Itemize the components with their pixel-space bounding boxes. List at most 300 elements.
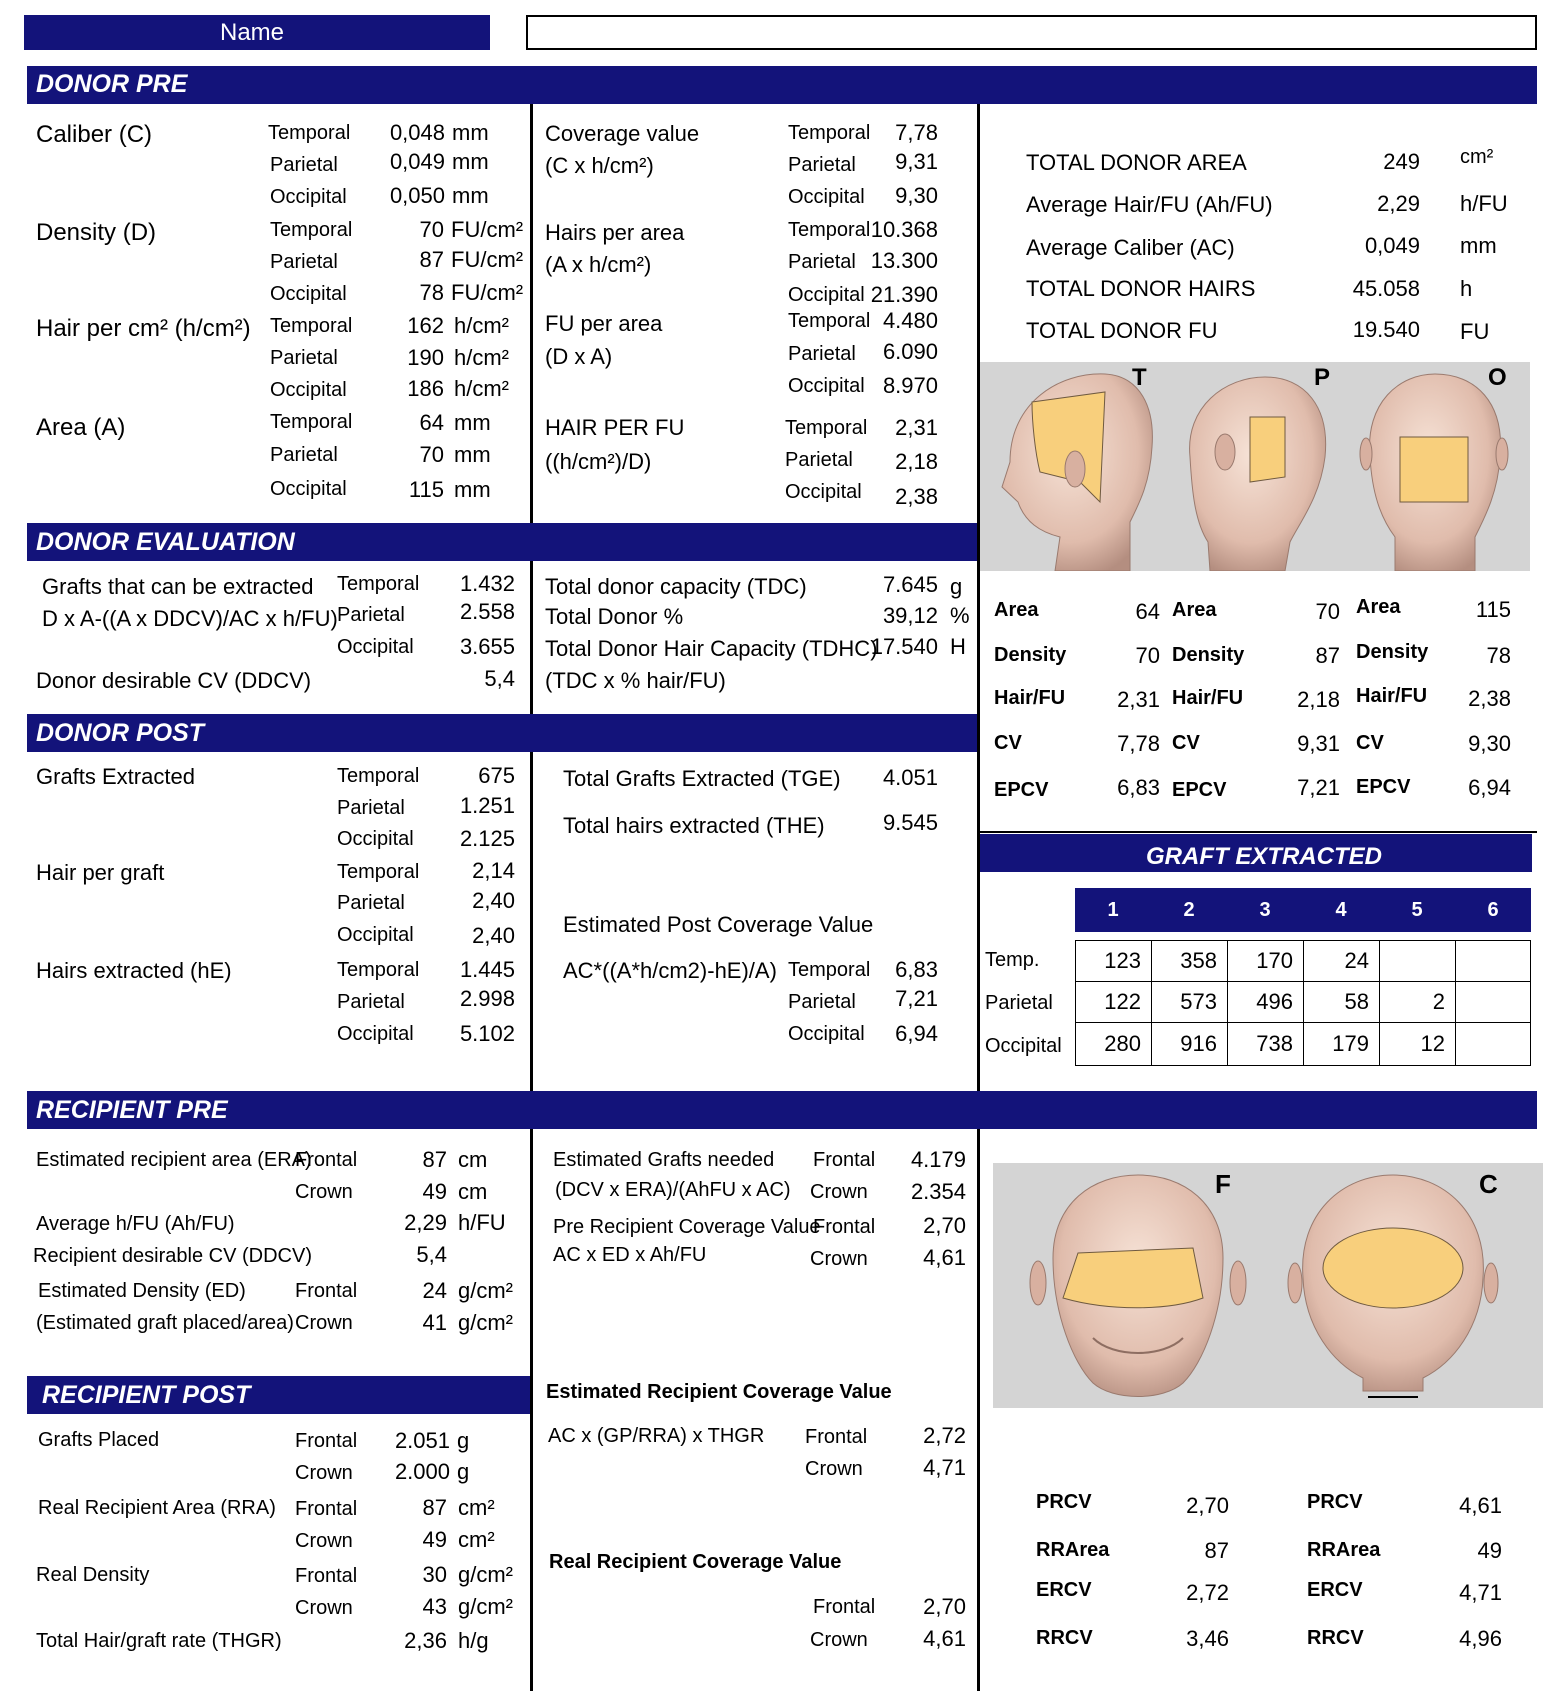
era-label: Estimated recipient area (ERA): [36, 1149, 312, 1171]
thgr-value: 2,36: [404, 1628, 447, 1653]
hpg-value-temporal: 2,14: [472, 858, 515, 883]
caliber-zone-parietal: Parietal: [270, 154, 338, 176]
the-label: Total hairs extracted (THE): [563, 813, 825, 838]
post-grafts-zone-temporal: Temporal: [337, 765, 420, 787]
zone3-value: 9,30: [1468, 731, 1511, 756]
rra-zone-frontal: Frontal: [295, 1498, 358, 1520]
rd-zone-frontal: Frontal: [295, 1565, 358, 1587]
hair-per-fu-label: HAIR PER FU: [545, 415, 685, 440]
rstat2-value: 4,96: [1459, 1626, 1502, 1651]
graft-cell: 573: [1151, 981, 1228, 1023]
density-unit: FU/cm²: [451, 280, 524, 305]
head-letter-f: F: [1215, 1169, 1231, 1199]
epcv-zone-occipital: Occipital: [788, 1023, 865, 1045]
graft-cell: 58: [1303, 981, 1380, 1023]
era-unit: cm: [458, 1147, 488, 1172]
column-divider-2b: [977, 1129, 980, 1691]
ed-label: Estimated Density (ED): [38, 1280, 246, 1302]
rstat2-label: PRCV: [1307, 1491, 1363, 1513]
the-value: 9.545: [882, 810, 938, 835]
ahfu-unit: h/FU: [458, 1210, 506, 1235]
ddcv-value: 5,4: [484, 666, 515, 691]
ercv-title: Estimated Recipient Coverage Value: [546, 1381, 892, 1403]
total-donor-pct-unit: %: [950, 603, 970, 628]
fu-area-zone-temporal: Temporal: [788, 310, 871, 332]
rd-value-crown: 43: [422, 1594, 447, 1619]
gp-zone-crown: Crown: [295, 1462, 353, 1484]
donor-heads-image: [980, 362, 1530, 571]
graft-col-header: 6: [1455, 888, 1531, 932]
he-zone-occipital: Occipital: [337, 1023, 414, 1045]
recipient-heads-image: [993, 1163, 1543, 1408]
zone2-value: 70: [1315, 599, 1340, 624]
ed-value-crown: 41: [422, 1310, 447, 1335]
coverage-value-parietal: 9,31: [895, 149, 938, 174]
hair-value-parietal: 190: [407, 345, 444, 370]
rdcv-label: Recipient desirable CV (DDCV): [33, 1245, 312, 1267]
total-donor-fu-value: 19.540: [1352, 317, 1420, 342]
hair-fu-zone-parietal: Parietal: [785, 449, 853, 471]
temporal-head-icon: [1002, 374, 1152, 571]
rrcv-value-crown: 4,61: [923, 1626, 966, 1651]
caliber-value-occipital: 0,050: [389, 183, 445, 208]
caliber-zone-occipital: Occipital: [270, 186, 347, 208]
recipient-heads-illustration: [993, 1163, 1543, 1408]
head-letter-c: C: [1479, 1169, 1498, 1199]
rrcv-title: Real Recipient Coverage Value: [549, 1551, 842, 1573]
rd-unit: g/cm²: [458, 1562, 513, 1587]
area-zone-temporal: Temporal: [270, 411, 353, 433]
graft-col-header: 3: [1227, 888, 1303, 932]
head-letter-p: P: [1314, 364, 1331, 391]
prcv-zone-frontal: Frontal: [813, 1216, 876, 1238]
fu-area-value-temporal: 4.480: [882, 308, 938, 333]
he-zone-temporal: Temporal: [337, 959, 420, 981]
zone2-label: EPCV: [1172, 779, 1227, 801]
rd-zone-crown: Crown: [295, 1597, 353, 1619]
zone2-value: 87: [1315, 643, 1340, 668]
total-donor-pct-label: Total Donor %: [545, 604, 684, 629]
hair-value-temporal: 162: [407, 313, 444, 338]
hairs-area-value-occipital: 21.390: [870, 282, 938, 307]
hair-fu-value-temporal: 2,31: [895, 415, 938, 440]
ed-zone-crown: Crown: [295, 1312, 353, 1334]
rstat2-label: ERCV: [1307, 1579, 1363, 1601]
ed-zone-frontal: Frontal: [295, 1280, 358, 1302]
donor-post-title: DONOR POST: [36, 719, 205, 747]
caliber-unit: mm: [452, 120, 489, 145]
hairs-extracted-label: Hairs extracted (hE): [36, 958, 232, 983]
graft-col-header: 1: [1075, 888, 1151, 932]
total-donor-area-value: 249: [1383, 149, 1420, 174]
area-value-occipital: 115: [408, 477, 444, 502]
graft-cell: [1455, 940, 1531, 982]
rrcv-zone-crown: Crown: [810, 1629, 868, 1651]
eval-zone-parietal: Parietal: [337, 604, 405, 626]
era-value-crown: 49: [422, 1179, 447, 1204]
graft-cell: 170: [1227, 940, 1304, 982]
zone2-label: Density: [1172, 644, 1245, 666]
tdc-unit: g: [950, 574, 963, 599]
graft-cell: 358: [1151, 940, 1228, 982]
ahfu-label: Average h/FU (Ah/FU): [36, 1213, 235, 1235]
egn-zone-crown: Crown: [810, 1181, 868, 1203]
caliber-value-parietal: 0,049: [389, 149, 445, 174]
graft-col-header: 4: [1303, 888, 1379, 932]
area-label: Area (A): [36, 414, 126, 441]
era-zone-crown: Crown: [295, 1181, 353, 1203]
gp-value-frontal: 2.051: [394, 1428, 450, 1453]
caliber-zone-temporal: Temporal: [268, 122, 351, 144]
egn-label: Estimated Grafts needed: [553, 1149, 775, 1171]
hair-fu-zone-occipital: Occipital: [785, 481, 862, 503]
rd-unit: g/cm²: [458, 1594, 513, 1619]
caliber-unit: mm: [452, 183, 489, 208]
average-hair-fu-value: 2,29: [1377, 191, 1420, 216]
eval-zone-occipital: Occipital: [337, 636, 414, 658]
he-value-occipital: 5.102: [459, 1021, 515, 1046]
tdhc-label: Total Donor Hair Capacity (TDHC): [545, 636, 878, 661]
egn-formula: (DCV x ERA)/(AhFU x AC): [555, 1179, 791, 1201]
rstat1-value: 2,70: [1186, 1493, 1229, 1518]
area-value-temporal: 64: [419, 410, 444, 435]
epcv-zone-parietal: Parietal: [788, 991, 856, 1013]
hairs-per-area-formula: (A x h/cm²): [545, 252, 652, 277]
prcv-zone-crown: Crown: [810, 1248, 868, 1270]
density-unit: FU/cm²: [451, 247, 524, 272]
tdhc-formula: (TDC x % hair/FU): [545, 668, 726, 693]
post-grafts-value-parietal: 1.251: [459, 793, 515, 818]
hpg-zone-temporal: Temporal: [337, 861, 420, 883]
graft-cell: [1379, 940, 1456, 982]
epcv-label: Estimated Post Coverage Value: [563, 912, 874, 937]
ddcv-label: Donor desirable CV (DDCV): [36, 668, 312, 693]
eval-value-temporal: 1.432: [459, 571, 515, 596]
grafts-extractable-label: Grafts that can be extracted: [42, 574, 314, 599]
graft-row-label: Occipital: [985, 1035, 1062, 1057]
zone1-value: 6,83: [1117, 775, 1160, 800]
gp-unit: g: [457, 1459, 470, 1484]
epcv-value-occipital: 6,94: [895, 1021, 938, 1046]
egn-value-crown: 2.354: [910, 1179, 966, 1204]
rstat1-label: RRArea: [1036, 1539, 1110, 1561]
density-zone-parietal: Parietal: [270, 251, 338, 273]
crown-head-icon: [1288, 1175, 1498, 1397]
eval-value-parietal: 2.558: [459, 599, 515, 624]
density-value-temporal: 70: [419, 217, 444, 242]
graft-row-label: Temp.: [985, 949, 1040, 971]
coverage-zone-parietal: Parietal: [788, 154, 856, 176]
graft-row-label: Parietal: [985, 992, 1053, 1014]
he-value-temporal: 1.445: [459, 957, 515, 982]
density-value-occipital: 78: [419, 280, 444, 305]
total-donor-hairs-label: TOTAL DONOR HAIRS: [1026, 276, 1256, 301]
column-divider-1: [530, 104, 533, 523]
hpg-value-occipital: 2,40: [472, 923, 515, 948]
area-unit: mm: [454, 410, 491, 435]
zone3-label: CV: [1356, 732, 1384, 754]
zone1-value: 64: [1135, 599, 1160, 624]
fu-per-area-formula: (D x A): [545, 344, 613, 369]
caliber-value-temporal: 0,048: [389, 120, 445, 145]
total-donor-hairs-value: 45.058: [1352, 276, 1420, 301]
rra-unit: cm²: [458, 1495, 495, 1520]
ercv-zone-frontal: Frontal: [805, 1426, 868, 1448]
donor-pre-bar: [27, 66, 1537, 104]
rstat2-label: RRArea: [1307, 1539, 1381, 1561]
epcv-zone-temporal: Temporal: [788, 959, 871, 981]
area-unit: mm: [454, 442, 491, 467]
zone1-value: 7,78: [1117, 731, 1160, 756]
hpg-zone-parietal: Parietal: [337, 892, 405, 914]
prcv-formula: AC x ED x Ah/FU: [553, 1244, 707, 1266]
rra-label: Real Recipient Area (RRA): [38, 1497, 276, 1519]
grafts-extractable-formula: D x A-((A x DDCV)/AC x h/FU): [42, 606, 338, 631]
coverage-value-temporal: 7,78: [895, 120, 938, 145]
epcv-formula: AC*((A*h/cm2)-hE)/A): [563, 958, 777, 983]
zone3-value: 6,94: [1468, 775, 1511, 800]
head-letter-t: T: [1132, 364, 1147, 391]
fu-area-value-occipital: 8.970: [882, 373, 938, 398]
coverage-label: Coverage value: [545, 121, 700, 146]
graft-cell: 280: [1075, 1022, 1152, 1066]
hair-fu-value-occipital: 2,38: [895, 484, 938, 509]
grafts-placed-label: Grafts Placed: [38, 1429, 160, 1451]
zone3-value: 115: [1475, 597, 1511, 622]
graft-cell: 179: [1303, 1022, 1380, 1066]
era-value-frontal: 87: [422, 1147, 447, 1172]
zone3-label: Density: [1356, 641, 1429, 663]
density-zone-occipital: Occipital: [270, 283, 347, 305]
hair-per-fu-formula: ((h/cm²)/D): [545, 449, 652, 474]
parietal-head-icon: [1190, 377, 1326, 571]
rstat2-value: 49: [1477, 1538, 1502, 1563]
he-zone-parietal: Parietal: [337, 991, 405, 1013]
post-grafts-value-temporal: 675: [478, 763, 515, 788]
thgr-unit: h/g: [458, 1628, 489, 1653]
hair-unit: h/cm²: [454, 345, 509, 370]
era-unit: cm: [458, 1179, 488, 1204]
hair-zone-parietal: Parietal: [270, 347, 338, 369]
ahfu-value: 2,29: [404, 1210, 447, 1235]
ed-unit: g/cm²: [458, 1278, 513, 1303]
rstat2-value: 4,61: [1459, 1493, 1502, 1518]
gp-zone-frontal: Frontal: [295, 1430, 358, 1452]
rstat1-value: 87: [1204, 1538, 1229, 1563]
caliber-label: Caliber (C): [36, 121, 153, 148]
hair-zone-occipital: Occipital: [270, 379, 347, 401]
density-zone-temporal: Temporal: [270, 219, 353, 241]
ed-formula: (Estimated graft placed/area): [36, 1312, 294, 1334]
column-divider-1b: [530, 561, 533, 714]
donor-pre-title: DONOR PRE: [36, 70, 188, 98]
ercv-formula: AC x (GP/RRA) x THGR: [548, 1425, 765, 1447]
zone1-label: Density: [994, 644, 1067, 666]
hairs-area-value-parietal: 13.300: [870, 248, 938, 273]
column-divider-1d: [530, 1129, 533, 1691]
hair-per-cm2-label: Hair per cm² (h/cm²): [36, 315, 251, 342]
density-label: Density (D): [36, 219, 157, 246]
name-label: Name: [220, 19, 285, 46]
zone1-label: CV: [994, 732, 1022, 754]
donor-heads-illustration: [980, 362, 1530, 571]
zone2-label: Area: [1172, 599, 1217, 621]
average-hair-fu-unit: h/FU: [1460, 191, 1508, 216]
post-grafts-zone-parietal: Parietal: [337, 797, 405, 819]
zone-stats-bottom-line: [980, 831, 1537, 833]
graft-cell: 2: [1379, 981, 1456, 1023]
total-donor-pct-value: 39,12: [882, 603, 938, 628]
graft-cell: 12: [1379, 1022, 1456, 1066]
hpg-zone-occipital: Occipital: [337, 924, 414, 946]
rra-value-frontal: 87: [422, 1495, 447, 1520]
rstat1-value: 2,72: [1186, 1580, 1229, 1605]
rrcv-value-frontal: 2,70: [923, 1594, 966, 1619]
caliber-unit: mm: [452, 149, 489, 174]
prcv-value-crown: 4,61: [923, 1245, 966, 1270]
graft-cell: [1455, 1022, 1531, 1066]
hair-zone-temporal: Temporal: [270, 315, 353, 337]
real-density-label: Real Density: [36, 1564, 150, 1586]
zone3-value: 78: [1486, 643, 1511, 668]
total-donor-hairs-unit: h: [1460, 276, 1473, 301]
egn-value-frontal: 4.179: [910, 1147, 966, 1172]
area-zone-occipital: Occipital: [270, 478, 347, 500]
total-donor-fu-unit: FU: [1460, 319, 1490, 344]
coverage-value-occipital: 9,30: [895, 183, 938, 208]
zone3-value: 2,38: [1468, 686, 1511, 711]
graft-col-header: 5: [1379, 888, 1455, 932]
zone3-label: EPCV: [1356, 776, 1411, 798]
tdhc-value: 17.540: [870, 634, 938, 659]
eval-value-occipital: 3.655: [459, 634, 515, 659]
graft-cell: 123: [1075, 940, 1152, 982]
post-grafts-zone-occipital: Occipital: [337, 828, 414, 850]
rstat1-label: RRCV: [1036, 1627, 1093, 1649]
he-value-parietal: 2.998: [459, 986, 515, 1011]
tdc-value: 7.645: [882, 572, 938, 597]
grafts-extracted-label: Grafts Extracted: [36, 764, 195, 789]
rstat1-label: ERCV: [1036, 1579, 1092, 1601]
fu-per-area-label: FU per area: [545, 311, 663, 336]
ed-unit: g/cm²: [458, 1310, 513, 1335]
rdcv-value: 5,4: [416, 1242, 447, 1267]
graft-cell: 122: [1075, 981, 1152, 1023]
density-unit: FU/cm²: [451, 217, 524, 242]
zone2-value: 7,21: [1297, 775, 1340, 800]
density-value-parietal: 87: [419, 247, 444, 272]
column-divider-1c: [530, 752, 533, 1091]
hair-per-graft-label: Hair per graft: [36, 860, 165, 885]
area-unit: mm: [454, 477, 491, 502]
zone3-label: Hair/FU: [1356, 685, 1428, 707]
hair-unit: h/cm²: [454, 376, 509, 401]
coverage-zone-temporal: Temporal: [788, 122, 871, 144]
zone1-value: 2,31: [1117, 687, 1160, 712]
name-input[interactable]: [526, 15, 1537, 50]
average-hair-fu-label: Average Hair/FU (Ah/FU): [1026, 192, 1273, 217]
graft-cell: 496: [1227, 981, 1304, 1023]
zone1-label: EPCV: [994, 779, 1049, 801]
hair-unit: h/cm²: [454, 313, 509, 338]
tdhc-unit: H: [950, 634, 966, 659]
total-donor-area-label: TOTAL DONOR AREA: [1026, 150, 1247, 175]
fu-area-value-parietal: 6.090: [882, 339, 938, 364]
graft-cell: 24: [1303, 940, 1380, 982]
graft-cell: 916: [1151, 1022, 1228, 1066]
average-caliber-label: Average Caliber (AC): [1026, 235, 1235, 260]
eval-zone-temporal: Temporal: [337, 573, 420, 595]
ercv-zone-crown: Crown: [805, 1458, 863, 1480]
rstat2-value: 4,71: [1459, 1580, 1502, 1605]
hairs-area-zone-temporal: Temporal: [788, 219, 871, 241]
prcv-value-frontal: 2,70: [923, 1213, 966, 1238]
frontal-head-icon: [1030, 1175, 1246, 1397]
rrcv-zone-frontal: Frontal: [813, 1596, 876, 1618]
prcv-label: Pre Recipient Coverage Value: [553, 1216, 821, 1238]
average-caliber-value: 0,049: [1364, 233, 1420, 258]
epcv-value-temporal: 6,83: [895, 957, 938, 982]
recipient-pre-bar: [27, 1091, 1537, 1129]
zone3-label: Area: [1356, 596, 1401, 618]
coverage-zone-occipital: Occipital: [788, 186, 865, 208]
graft-cell: 738: [1227, 1022, 1304, 1066]
hair-value-occipital: 186: [407, 376, 444, 401]
total-donor-fu-label: TOTAL DONOR FU: [1026, 318, 1218, 343]
zone2-label: Hair/FU: [1172, 687, 1244, 709]
rd-value-frontal: 30: [422, 1562, 447, 1587]
rra-zone-crown: Crown: [295, 1530, 353, 1552]
occipital-head-icon: [1360, 374, 1508, 571]
rstat1-value: 3,46: [1186, 1626, 1229, 1651]
total-donor-area-unit: cm²: [1460, 146, 1494, 168]
post-grafts-value-occipital: 2.125: [459, 826, 515, 851]
recipient-post-title: RECIPIENT POST: [42, 1381, 251, 1409]
zone1-label: Area: [994, 599, 1039, 621]
zone2-value: 9,31: [1297, 731, 1340, 756]
graft-extracted-title: GRAFT EXTRACTED: [1146, 843, 1382, 870]
egn-zone-frontal: Frontal: [813, 1149, 876, 1171]
rra-unit: cm²: [458, 1527, 495, 1552]
column-divider-2: [977, 104, 980, 1091]
tge-label: Total Grafts Extracted (TGE): [563, 766, 841, 791]
rstat2-label: RRCV: [1307, 1627, 1364, 1649]
fu-area-zone-parietal: Parietal: [788, 343, 856, 365]
hairs-area-zone-parietal: Parietal: [788, 251, 856, 273]
hair-fu-zone-temporal: Temporal: [785, 417, 868, 439]
ercv-value-frontal: 2,72: [923, 1423, 966, 1448]
gp-value-crown: 2.000: [394, 1459, 450, 1484]
zone2-label: CV: [1172, 732, 1200, 754]
area-value-parietal: 70: [419, 442, 444, 467]
tge-value: 4.051: [882, 765, 938, 790]
hairs-area-value-temporal: 10.368: [870, 217, 938, 242]
gp-unit: g: [457, 1428, 470, 1453]
average-caliber-unit: mm: [1460, 233, 1497, 258]
graft-col-header: 2: [1151, 888, 1227, 932]
hpg-value-parietal: 2,40: [472, 888, 515, 913]
zone1-value: 70: [1135, 643, 1160, 668]
graft-cell: [1455, 981, 1531, 1023]
zone1-label: Hair/FU: [994, 687, 1066, 709]
tdc-label: Total donor capacity (TDC): [545, 574, 807, 599]
hairs-area-zone-occipital: Occipital: [788, 284, 865, 306]
ercv-value-crown: 4,71: [923, 1455, 966, 1480]
coverage-formula: (C x h/cm²): [545, 153, 654, 178]
area-zone-parietal: Parietal: [270, 444, 338, 466]
donor-eval-title: DONOR EVALUATION: [36, 528, 295, 556]
rstat1-label: PRCV: [1036, 1491, 1092, 1513]
